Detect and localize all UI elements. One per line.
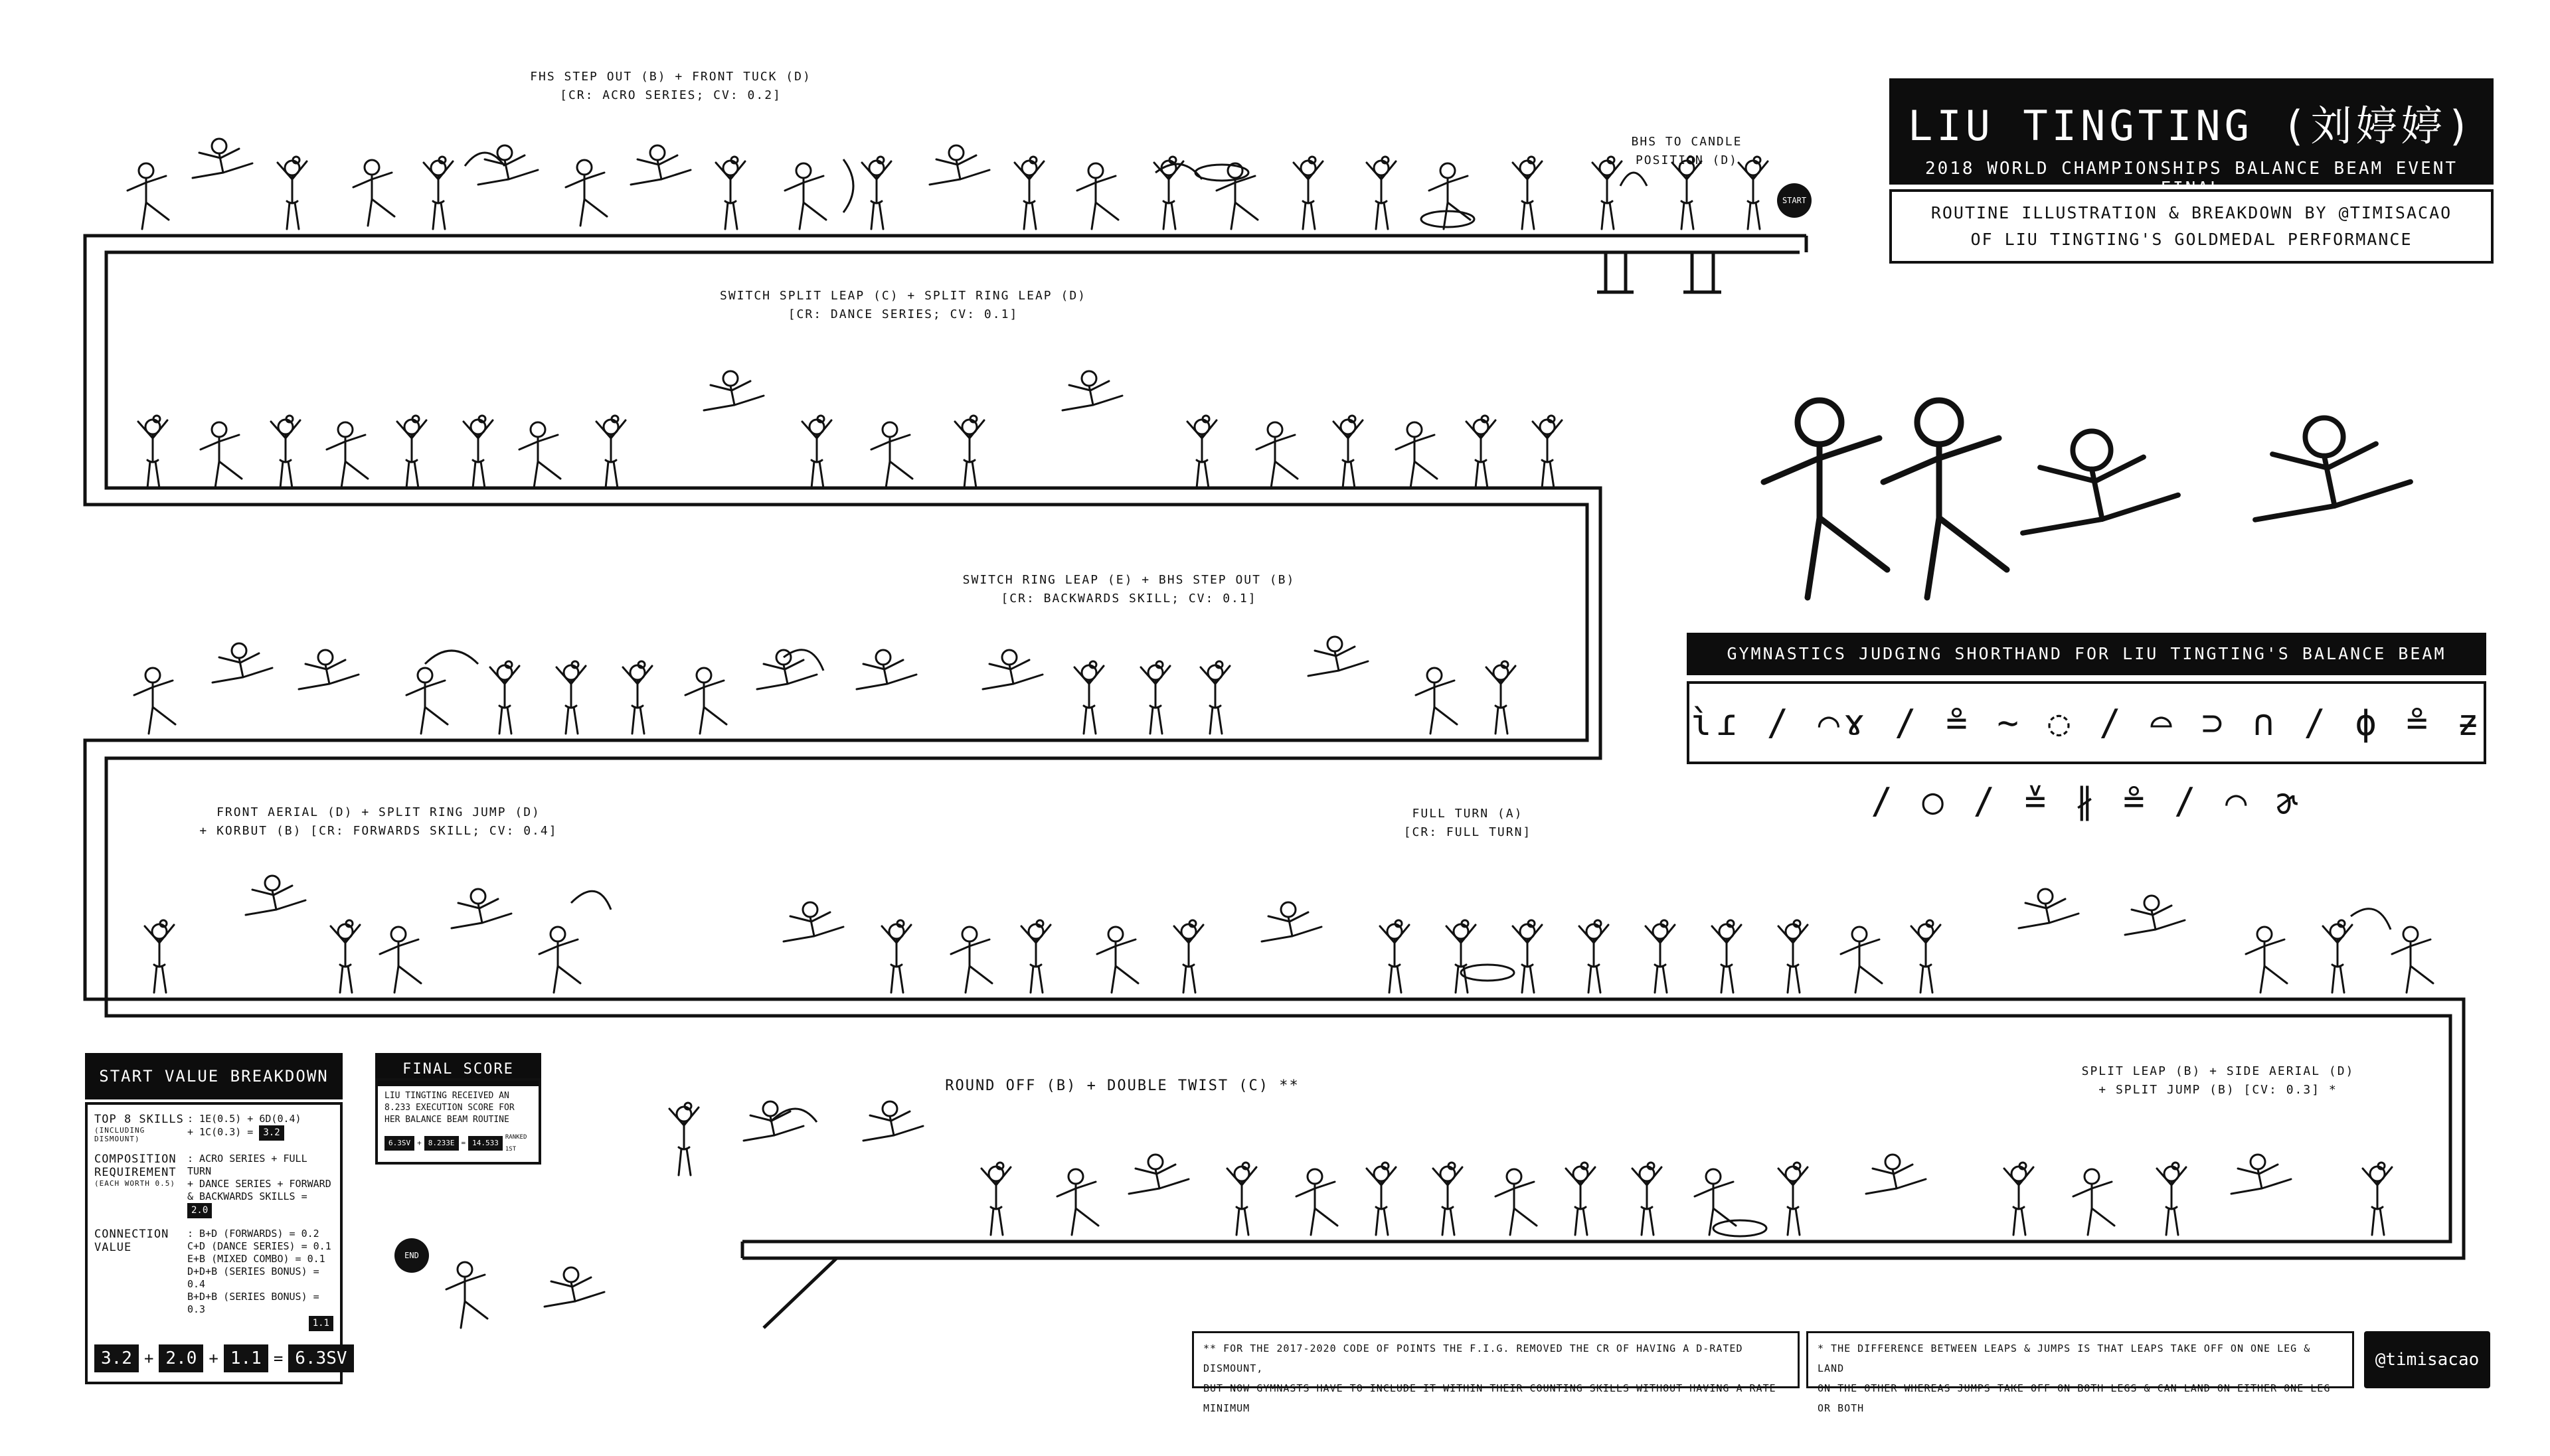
start-value-heading: START VALUE BREAKDOWN xyxy=(85,1053,343,1099)
caption-bhs-candle: BHS TO CANDLE POSITION (D) xyxy=(1631,135,1742,167)
caption-full-turn: FULL TURN (A) [CR: FULL TURN] xyxy=(1403,807,1532,839)
credit-block: ROUTINE ILLUSTRATION & BREAKDOWN BY @TIMISACAO OF LIU TINGTING'S GOLDMEDAL PERFORMANCE xyxy=(1889,189,2494,264)
caption-switch-ring-leap: SWITCH RING LEAP (E) + BHS STEP OUT (B) [CR: BACKWARDS SKILL; CV: 0.1] xyxy=(962,573,1296,606)
final-score-total: 14.533 xyxy=(468,1136,503,1151)
start-value-sum: 3.2 + 2.0 + 1.1 = 6.3SV xyxy=(94,1344,354,1372)
footnote-leaps-jumps: * THE DIFFERENCE BETWEEN LEAPS & JUMPS IS THAT LEAPS TAKE OFF ON ONE LEG & LAND ON THE OTHER WHEREAS JUMPS TAKE OFF ON BOTH LEGS & CAN LAND ON EITHER ONE LEG OR BOTH xyxy=(1806,1331,2354,1388)
featured-poses xyxy=(1764,400,2411,598)
connection-total: 1.1 xyxy=(309,1316,333,1331)
page-subtitle: 2018 WORLD CHAMPIONSHIPS BALANCE BEAM EVENT FINAL xyxy=(1924,159,2458,199)
row1-figures xyxy=(128,139,1768,229)
final-score-box: LIU TINGTING RECEIVED AN 8.233 EXECUTION SCORE FOR HER BALANCE BEAM ROUTINE 6.3SV + 8.233E = 14.533 RANKED 1ST xyxy=(375,1078,541,1165)
start-value-total: 6.3SV xyxy=(288,1344,353,1372)
shorthand-heading: GYMNASTICS JUDGING SHORTHAND FOR LIU TINGTING'S BALANCE BEAM ROUTINE xyxy=(1687,633,2486,675)
caption-round-off-double-twist: ROUND OFF (B) + DOUBLE TWIST (C) ** xyxy=(945,1078,1300,1094)
row5-figures xyxy=(446,1101,2392,1328)
caption-switch-split-leap: SWITCH SPLIT LEAP (C) + SPLIT RING LEAP (D) [CR: DANCE SERIES; CV: 0.1] xyxy=(720,289,1086,321)
page-title: LIU TINGTING (刘婷婷) xyxy=(1908,102,2475,150)
footnote-dismount: ** FOR THE 2017-2020 CODE OF POINTS THE F.I.G. REMOVED THE CR OF HAVING A D-RATED DISMOUNT, BUT NOW GYMNASTS HAVE TO INCLUDE IT WITHIN THEIR COUNTING SKILLS WITHOUT HAVING A RATE MINIMUM xyxy=(1192,1331,1800,1388)
start-marker: START xyxy=(1777,183,1812,218)
composition-total: 2.0 xyxy=(187,1203,212,1218)
row4-figures xyxy=(145,876,2433,993)
author-handle: @timisacao xyxy=(2364,1331,2490,1388)
top8-total: 3.2 xyxy=(259,1125,284,1141)
shorthand-symbols: ɩ̀ɾ / ⌒ɤ / ≗ ∼ ◌ / ⌓ ⊃ ∩ / ϕ ≗ ƶ / ○ / ≚ ∦ ≗ / ⌒ ɚ xyxy=(1687,681,2486,764)
caption-front-aerial: FRONT AERIAL (D) + SPLIT RING JUMP (D) + KORBUT (B) [CR: FORWARDS SKILL; CV: 0.4] xyxy=(199,805,558,838)
connection-row: CONNECTION VALUE : B+D (FORWARDS) = 0.2 C+D (DANCE SERIES) = 0.1 E+B (MIXED COMBO) = 0.1 D+D+B (SERIES BONUS) = 0.4 B+D+B (SERIES BONUS) = 0.3 1.1 xyxy=(94,1228,333,1331)
caption-split-leap-side-aerial: SPLIT LEAP (B) + SIDE AERIAL (D) + SPLIT JUMP (B) [CV: 0.3] * xyxy=(2081,1064,2355,1097)
top8-row: TOP 8 SKILLS (INCLUDING DISMOUNT) : 1E(0.5) + 6D(0.4) + 1C(0.3) = 3.2 xyxy=(94,1113,301,1143)
start-value-box xyxy=(85,1102,347,1384)
end-marker: END xyxy=(394,1238,429,1273)
title-block xyxy=(1889,78,2494,199)
row3-figures xyxy=(134,637,1515,734)
composition-row: COMPOSITION REQUIREMENT (EACH WORTH 0.5) : ACRO SERIES + FULL TURN + DANCE SERIES + FORWARD & BACKWARDS SKILLS = 2.0 xyxy=(94,1153,333,1218)
final-score-heading: FINAL SCORE xyxy=(375,1053,541,1086)
caption-fhs-front-tuck: FHS STEP OUT (B) + FRONT TUCK (D) [CR: ACRO SERIES; CV: 0.2] xyxy=(530,70,811,102)
row2-figures xyxy=(138,371,1562,488)
